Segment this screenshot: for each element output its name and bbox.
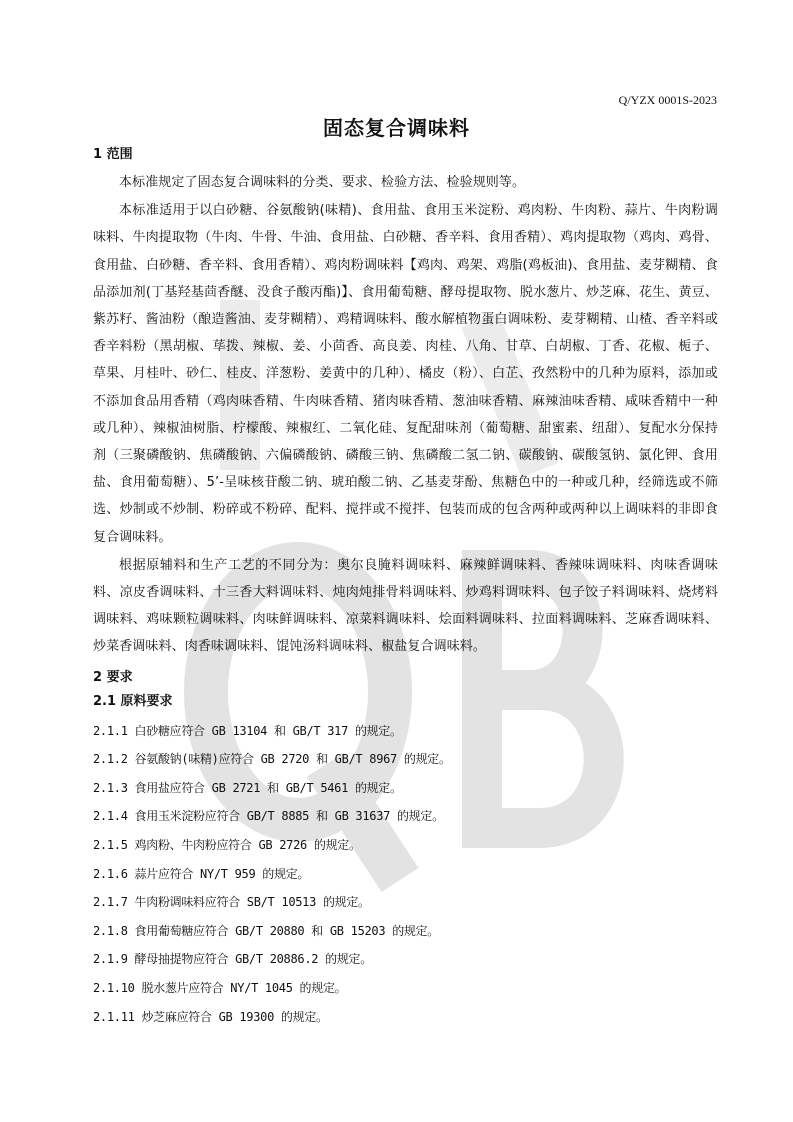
- document-body: [93, 146, 718, 1031]
- requirement-item: 2.1.7 牛肉粉调味料应符合 SB/T 10513 的规定。: [93, 895, 370, 910]
- paragraph-scope-classification: 根据原辅料和生产工艺的不同分为：奥尔良腌料调味料、麻辣鲜调味料、香辣味调味料、肉味香调味料、凉皮香调味料、十三香大料调味料、炖肉炖排骨料调味料、炒鸡料调味料、包子饺子料调味料、烧烤料调味料、鸡味颗粒调味料、肉味鲜调味料、凉菜料调味料、烩面料调味料、拉面料调味料、芝麻香调味料、炒菜香调味料、肉香味调味料、馄饨汤料调味料、椒盐复合调味料。: [93, 557, 718, 655]
- requirement-list: [93, 717, 718, 1032]
- requirement-item: 2.1.2 谷氨酸钠(味精)应符合 GB 2720 和 GB/T 8967 的规定。: [93, 752, 451, 767]
- requirement-item: 2.1.9 酵母抽提物应符合 GB/T 20886.2 的规定。: [93, 952, 372, 967]
- requirement-item: 2.1.5 鸡肉粉、牛肉粉应符合 GB 2726 的规定。: [93, 838, 361, 853]
- paragraph-scope-applicability: 本标准适用于以白砂糖、谷氨酸钠(味精)、食用盐、食用玉米淀粉、鸡肉粉、牛肉粉、蒜片、牛肉粉调味料、牛肉提取物（牛肉、牛骨、牛油、食用盐、白砂糖、香辛料、食用香精）、鸡肉提取物（鸡肉、鸡骨、食用盐、白砂糖、香辛料、食用香精）、鸡肉粉调味料【鸡肉、鸡架、鸡脂(鸡板油)、食用盐、麦芽糊精、食品添加剂(丁基羟基茴香醚、没食子酸丙酯)】、食用葡萄糖、酵母提取物、脱水葱片、炒芝麻、花生、黄豆、紫苏籽、酱油粉（酿造酱油、麦芽糊精）、鸡精调味料、酸水解植物蛋白调味粉、麦芽糊精、山楂、香辛料或香辛料粉（黑胡椒、荜拨、辣椒、姜、小茴香、高良姜、肉桂、八角、甘草、白胡椒、丁香、花椒、栀子、草果、月桂叶、砂仁、桂皮、洋葱粉、姜黄中的几种）、橘皮（粉）、白芷、孜然粉中的几种为原料，添加或不添加食品用香精（鸡肉味香精、牛肉味香精、猪肉味香精、葱油味香精、麻辣油味香精、咸味香精中一种或几种）、辣椒油树脂、柠檬酸、辣椒红、二氧化硅、复配甜味剂（葡萄糖、甜蜜素、纽甜）、复配水分保持剂（三聚磷酸钠、焦磷酸钠、六偏磷酸钠、磷酸三钠、焦磷酸二氢二钠、碳酸钠、碳酸氢钠、氯化钾、食用盐、食用葡萄糖）、5’-呈味核苷酸二钠、琥珀酸二钠、乙基麦芽酚、焦糖色中的一种或几种，经筛选或不筛选、炒制或不炒制、粉碎或不粉碎、配料、搅拌或不搅拌、包装而成的包含两种或两种以上调味料的非即食复合调味料。: [93, 203, 718, 545]
- requirement-item: 2.1.11 炒芝麻应符合 GB 19300 的规定。: [93, 1009, 328, 1024]
- requirement-item: 2.1.3 食用盐应符合 GB 2721 和 GB/T 5461 的规定。: [93, 780, 402, 795]
- requirement-item: 2.1.8 食用葡萄糖应符合 GB/T 20880 和 GB 15203 的规定。: [93, 923, 439, 938]
- requirement-item: 2.1.10 脱水葱片应符合 NY/T 1045 的规定。: [93, 981, 347, 995]
- requirement-item: 2.1.4 食用玉米淀粉应符合 GB/T 8885 和 GB 31637 的规定。: [93, 809, 444, 824]
- document-code: Q/YZX 0001S-2023: [618, 93, 717, 107]
- section-heading-scope: 1 范围: [93, 147, 133, 162]
- requirement-item: 2.1.6 蒜片应符合 NY/T 959 的规定。: [93, 866, 310, 881]
- requirement-item: 2.1.1 白砂糖应符合 GB 13104 和 GB/T 317 的规定。: [93, 723, 402, 738]
- subsection-heading-raw-materials: 2.1 原料要求: [93, 693, 173, 709]
- paragraph-scope-intro: 本标准规定了固态复合调味料的分类、要求、检验方法、检验规则等。: [119, 175, 526, 190]
- section-heading-requirements: 2 要求: [93, 669, 133, 685]
- document-title: 固态复合调味料: [323, 116, 470, 140]
